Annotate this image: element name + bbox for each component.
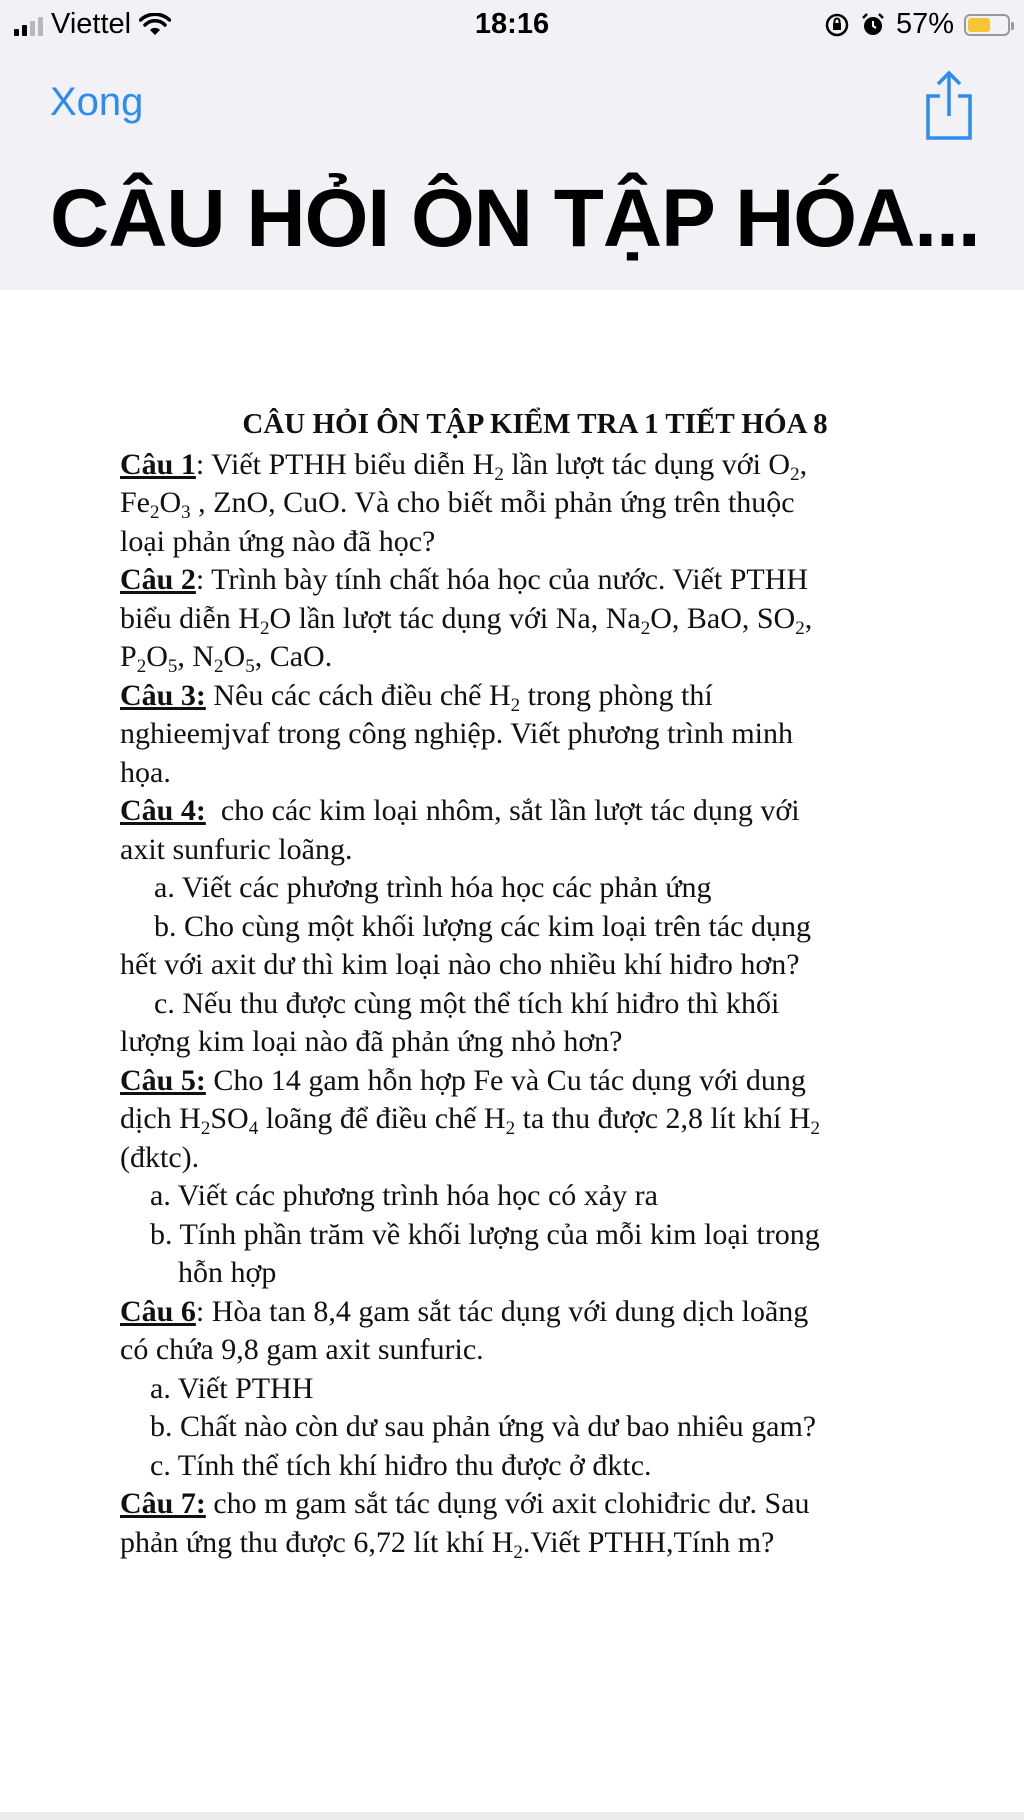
question-5-line-2 <box>120 1100 920 1139</box>
question-2 <box>120 561 920 600</box>
subscript: 5 <box>167 656 178 677</box>
question-6-part-c: c. Tính thể tích khí hiđro thu được ở đktc. <box>150 1448 652 1482</box>
subscript: 2 <box>790 463 800 485</box>
status-time: 18:16 <box>474 8 550 40</box>
text: Fe <box>120 486 150 519</box>
text: trong phòng thí <box>520 678 713 712</box>
text: , N <box>177 640 215 673</box>
question-6 <box>120 1293 920 1332</box>
subscript: 2 <box>136 656 147 677</box>
question-5-line-3: (đktc). <box>120 1140 200 1174</box>
question-5 <box>120 1062 920 1101</box>
subscript: 2 <box>810 1118 821 1139</box>
share-button[interactable] <box>922 70 976 142</box>
carrier-name: Viettel <box>51 8 132 40</box>
question-5-part-b: b. Tính phần trăm về khối lượng của mỗi kim loại trong <box>150 1217 820 1251</box>
subscript: 2 <box>259 617 270 639</box>
battery-percent: 57% <box>895 8 954 40</box>
text: : Viết PTHH biểu diễn H <box>195 447 495 481</box>
question-4-part-c: c. Nếu thu được cùng một thể tích khí hiđro thì khối <box>154 986 780 1020</box>
question-3 <box>120 677 920 716</box>
text: O <box>223 640 246 673</box>
text: cho m gam sắt tác dụng với axit clohiđric dư. Sau <box>205 1487 810 1520</box>
text: O lần lượt tác dụng với Na, Na <box>269 601 641 635</box>
subscript: 2 <box>795 617 805 639</box>
question-4-part-b-line-2: hết với axit dư thì kim loại nào cho nhiều khí hiđro hơn? <box>120 948 800 981</box>
question-4 <box>120 792 920 831</box>
status-bar <box>0 0 1024 52</box>
text: O <box>159 486 182 519</box>
question-4-line-2: axit sunfuric loãng. <box>120 832 353 866</box>
question-4-part-a: a. Viết các phương trình hóa học các phản ứng <box>154 871 712 904</box>
done-button[interactable]: Xong <box>50 80 144 124</box>
question-5-part-b-line-2: hỗn hợp <box>178 1256 277 1289</box>
document-heading: CÂU HỎI ÔN TẬP KIỂM TRA 1 TIẾT HÓA 8 <box>242 408 828 440</box>
share-icon <box>922 70 976 142</box>
subscript: 2 <box>150 502 160 523</box>
question-3-line-3: họa. <box>120 755 171 789</box>
text: SO <box>210 1102 249 1135</box>
text: , <box>799 447 808 481</box>
text: ta thu được 2,8 lít khí H <box>515 1102 811 1135</box>
question-6-part-b: b. Chất nào còn dư sau phản ứng và dư bao nhiêu gam? <box>150 1410 817 1443</box>
question-6-line-2: có chứa 9,8 gam axit sunfuric. <box>120 1333 484 1366</box>
text: : Hòa tan 8,4 gam sắt tác dụng với dung dịch loãng <box>195 1294 809 1328</box>
text: Nêu các cách điều chế H <box>205 678 511 712</box>
page-title: CÂU HỎI ÔN TẬP HÓA... <box>50 173 980 264</box>
question-label: Câu 6 <box>120 1294 196 1328</box>
text: : Trình bày tính chất hóa học của nước. Viết PTHH <box>195 563 809 596</box>
question-5-part-a: a. Viết các phương trình hóa học có xảy ra <box>150 1179 658 1212</box>
question-label: Câu 4: <box>120 794 206 827</box>
text: phản ứng thu được 6,72 lít khí H <box>120 1525 514 1559</box>
subscript: 2 <box>510 694 521 716</box>
question-1 <box>120 446 920 485</box>
bottom-divider <box>0 1812 1024 1820</box>
question-6-part-a: a. Viết PTHH <box>150 1371 314 1405</box>
question-3-line-2: nghieemjvaf trong công nghiệp. Viết phương trình minh <box>120 717 793 750</box>
text: cho các kim loại nhôm, sắt lần lượt tác dụng với <box>205 794 800 827</box>
question-1-line-2 <box>120 484 920 523</box>
text: , ZnO, CuO. Và cho biết mỗi phản ứng trên thuộc <box>190 486 795 519</box>
subscript: 2 <box>640 617 651 639</box>
subscript: 2 <box>214 656 224 677</box>
text: O, BaO, SO <box>650 601 796 635</box>
subscript: 2 <box>513 1541 523 1563</box>
question-1-line-3: loại phản ứng nào đã học? <box>120 524 436 558</box>
document-body <box>120 405 920 1562</box>
question-label: Câu 7: <box>120 1487 206 1520</box>
text: loãng để điều chế H <box>258 1102 506 1135</box>
subscript: 2 <box>200 1118 211 1139</box>
question-2-line-2 <box>120 600 920 639</box>
subscript: 2 <box>505 1118 516 1139</box>
subscript: 5 <box>245 656 255 677</box>
text: Cho 14 gam hỗn hợp Fe và Cu tác dụng với dung <box>205 1063 806 1097</box>
text: dịch H <box>120 1102 201 1135</box>
text: biểu diễn H <box>120 601 260 635</box>
nav-header <box>0 52 1024 290</box>
text: P <box>120 640 137 673</box>
status-right <box>824 8 1010 41</box>
question-7-line-2 <box>120 1524 920 1563</box>
subscript: 4 <box>248 1118 259 1139</box>
text: , CaO. <box>254 640 333 673</box>
alarm-icon <box>860 12 886 38</box>
subscript: 3 <box>181 502 191 523</box>
question-2-line-3 <box>120 638 920 677</box>
question-label: Câu 2 <box>120 563 196 596</box>
orientation-lock-icon <box>824 12 850 38</box>
question-4-part-b: b. Cho cùng một khối lượng các kim loại trên tác dụng <box>154 909 811 943</box>
text: O <box>146 640 168 673</box>
question-4-part-c-line-2: lượng kim loại nào đã phản ứng nhỏ hơn? <box>120 1025 623 1058</box>
question-label: Câu 1 <box>120 447 196 481</box>
battery-icon <box>964 14 1010 36</box>
question-label: Câu 3: <box>120 678 206 712</box>
text: lần lượt tác dụng với O <box>503 447 791 481</box>
question-7 <box>120 1485 920 1524</box>
text: , <box>804 601 813 635</box>
subscript: 2 <box>494 463 504 485</box>
text: .Viết PTHH,Tính m? <box>522 1525 775 1559</box>
question-label: Câu 5: <box>120 1063 206 1097</box>
battery-level <box>968 18 990 32</box>
